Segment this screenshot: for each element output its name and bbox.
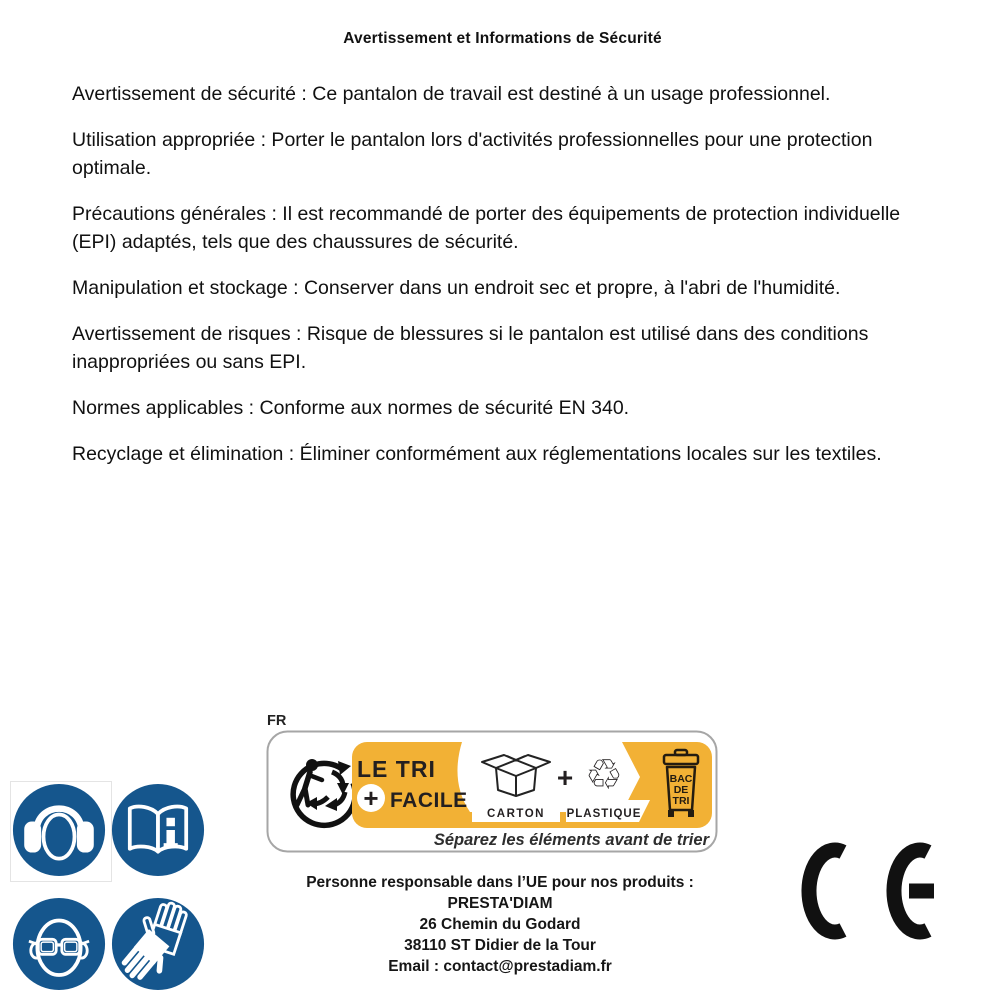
responsible-person-block xyxy=(240,872,760,977)
country-code-label: FR xyxy=(267,713,287,729)
contact-email: Email : contact@prestadiam.fr xyxy=(388,958,612,975)
address-street: 26 Chemin du Godard xyxy=(419,916,581,933)
plastique-label: PLASTIQUE xyxy=(566,808,642,820)
page-title: Avertissement et Informations de Sécurité xyxy=(343,30,662,47)
safety-paragraph: Précautions générales : Il est recommandé de porter des équipements de protection individuelle (EPI) adaptés, tels que des chaussures de sécurité. xyxy=(72,203,901,253)
slogan-plus-text: + xyxy=(363,783,379,813)
safety-paragraph: Normes applicables : Conforme aux normes de sécurité EN 340. xyxy=(72,397,630,419)
wear-protective-gloves-icon xyxy=(111,897,205,991)
bin-text-line3: TRI xyxy=(672,795,690,807)
responsible-line: Personne responsable dans l’UE pour nos produits : xyxy=(306,874,694,891)
safety-paragraph: Avertissement de sécurité : Ce pantalon de travail est destiné à un usage professionnel. xyxy=(72,83,831,105)
safety-paragraphs xyxy=(72,80,942,486)
safety-paragraph: Manipulation et stockage : Conserver dans un endroit sec et propre, à l'abri de l'humidité. xyxy=(72,277,841,299)
read-instruction-manual-icon xyxy=(111,783,205,877)
safety-paragraph: Avertissement de risques : Risque de blessures si le pantalon est utilisé dans des conditions inappropriées ou sans EPI. xyxy=(72,323,869,373)
materials-plus: + xyxy=(556,762,574,793)
slogan-top-text: LE TRI xyxy=(357,756,436,782)
bin-text-line2: DE xyxy=(673,784,689,796)
ce-mark-icon xyxy=(797,842,939,940)
slogan-bottom-text: FACILE xyxy=(390,789,468,812)
bin-text-line1: BAC xyxy=(669,773,693,785)
carton-label: CARTON xyxy=(487,808,545,820)
sorting-tagline: Séparez les éléments avant de trier xyxy=(433,831,709,849)
company-name: PRESTA'DIAM xyxy=(447,895,553,912)
plastic-recycling-icon: ♲ xyxy=(585,750,623,799)
safety-paragraph: Utilisation appropriée : Porter le pantalon lors d'activités professionnelles pour une protection optimale. xyxy=(72,129,873,179)
wear-ear-protection-icon xyxy=(12,783,106,877)
recycling-sorting-banner xyxy=(266,730,718,855)
wear-eye-protection-icon xyxy=(12,897,106,991)
safety-paragraph: Recyclage et élimination : Éliminer conformément aux réglementations locales sur les textiles. xyxy=(72,443,882,465)
address-city: 38110 ST Didier de la Tour xyxy=(404,937,596,954)
